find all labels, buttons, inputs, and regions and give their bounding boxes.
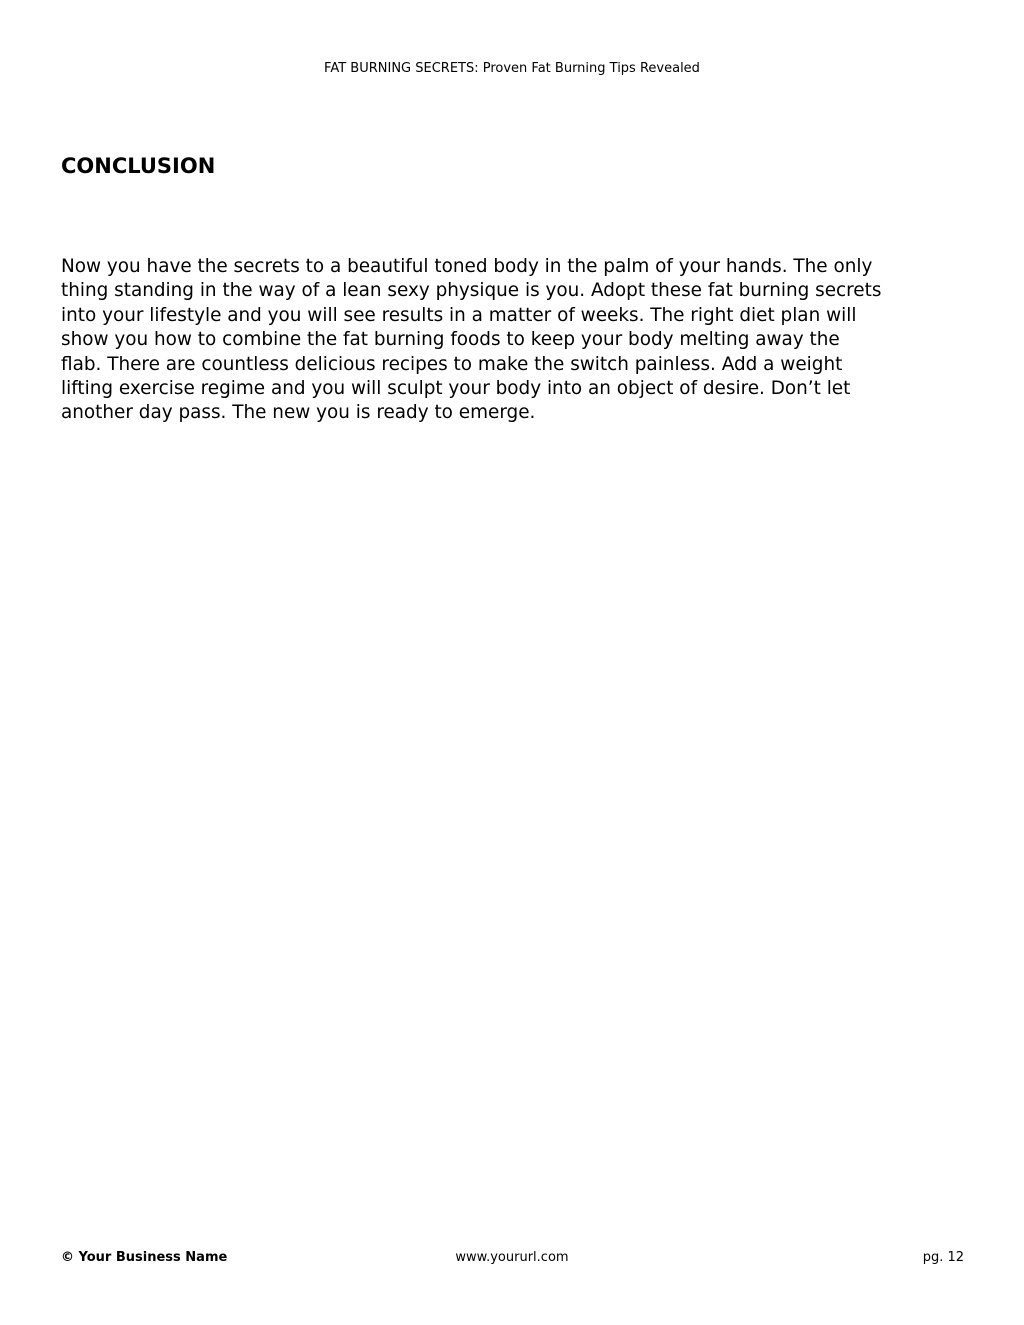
paragraph-line: Now you have the secrets to a beautiful toned body in the palm of your hands. The only (61, 256, 873, 277)
paragraph-line: show you how to combine the fat burning foods to keep your body melting away the (61, 329, 840, 351)
paragraph-line: another day pass. The new you is ready to emerge. (61, 402, 536, 424)
footer-copyright: © Your Business Name (61, 1250, 228, 1265)
conclusion-paragraph (61, 255, 969, 426)
section-heading: CONCLUSION (61, 154, 216, 178)
paragraph-line: thing standing in the way of a lean sexy physique is you. Adopt these fat burning secrets (61, 280, 882, 302)
footer-url: www.yoururl.com (455, 1250, 569, 1265)
paragraph-line: lifting exercise regime and you will sculpt your body into an object of desire. Don’t let (61, 378, 851, 400)
paragraph-line: flab. There are countless delicious recipes to make the switch painless. Add a weight (61, 353, 843, 375)
page-number: pg. 12 (922, 1250, 964, 1265)
paragraph-line: into your lifestyle and you will see results in a matter of weeks. The right diet plan will (61, 304, 857, 326)
running-header: FAT BURNING SECRETS: Proven Fat Burning Tips Revealed (324, 61, 700, 76)
